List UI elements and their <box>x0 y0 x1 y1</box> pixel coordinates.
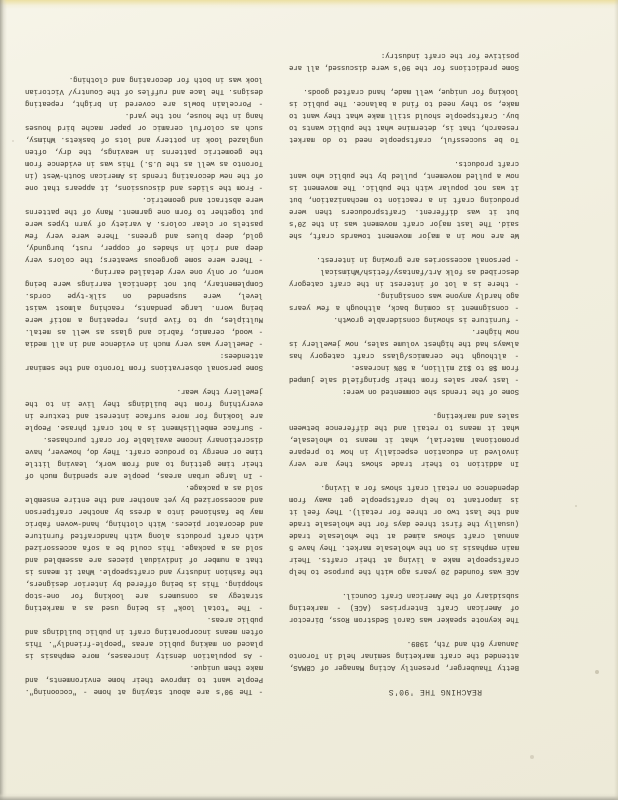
trend-item-accessories: - personal accessories are growing in interest. <box>316 255 519 263</box>
observation-sweaters: - There were some gorgeous sweaters; the colors very deep and rich in shades of copper, rust, burgundy, gold, deep blues and greens. There were very few pastels or clear colors. A variety of yarn types were put together to form one garment. Many of the patterns were abstract and geometric. <box>25 195 263 263</box>
observation-southwest: - From the slides and discussions, it appears that one of the new decorating trends is American South-West (in Toronto as well as the U.S.) This was in evidence from the geometric patterns in weavings, the dry, often unglazed look in pottery and lots of baskets. Whimsy, such as colorful ceramic or paper mache bird houses hang in the house, not the yard. <box>25 111 263 191</box>
prediction-people-friendly: - As population density increases, more emphasis is placed on making public areas "people-friendly". This often means incorporating craft in public buildings and public areas. <box>25 615 263 659</box>
paragraph-ace-founding: ACE was founded 20 years ago with the purpose to help craftspeople make a living at their crafts. Their main emphasis is on the wholesale market. They have 5 annual craft shows aimed at the wholesale trade (usually the first three days for the wholesale trade and the last two or three for retail). They feel it is important to help craftspeople get away from dependence on retail craft shows for a living. <box>289 483 519 575</box>
prediction-surface-embellishment: - Surface embellishment is a hot craft phrase. People are looking for more surface interest and texture in everything from the buildings they live in to the jewellery they wear. <box>25 387 263 431</box>
trend-item-sales: - last year sales from their Springfield sale jumped from $8 to $12 million, a 50% increase. <box>289 363 519 383</box>
paragraph-predictions-intro: Some predictions for the 90's were discussed, all are positive for the craft industry: <box>289 51 519 71</box>
prediction-total-look: - The "total look" is being used as a marketing strategy as consumers are looking for one-stop shopping. This is being offered by interior designers, the fashion industry and craftspeople. What it means is that a number of individual pieces are assembled and sold as a package. This could be a sofa accessorized with craft products along with handcrafted furniture and decorator pieces. With clothing, hand-woven fabric may be fashioned into a dress by another craftperson and accessorized by yet another and the entire ensemble sold as a package. <box>25 483 263 611</box>
scan-edge-right <box>614 0 618 800</box>
page-title: REACHING THE '90'S <box>388 687 482 696</box>
scan-edge-top <box>0 0 618 9</box>
observation-jewellery: - Jewellery was very much in evidence and in all media - wood, ceramic, fabric and glass as well as metal. Multiples, up to five pins, repeating a motif were being worn. Large pendants, reaching almost waist level, were suspended on silk-type cords. Complementary, but not identical earrings were being worn, or only one very detailed earring. <box>25 267 263 347</box>
prediction-urban-areas: - In large urban areas, people are spending much of their time getting to and from work, leaving little time or energy to produce craft. They do, however, have discretionary income available for craft purchases. <box>25 435 263 479</box>
trend-item-jewellery: - although the ceramics/glass craft category has always had the highest volume sales, now jewellery is now higher. <box>289 327 519 359</box>
paragraph-market-research: To be successful, craftspeople need to do market research, that is, determine what the public wants to buy. Craftspeople should still make what they want to make, so they need to find a balance. The public is looking for unique, well made, hand crafted goods. <box>289 87 519 143</box>
trend-item-folk-art: - there is a lot of interest in the craft category described as folk Art/fantasy/fetish/Whimsical <box>289 267 519 287</box>
scan-edge-bottom <box>0 793 618 800</box>
trend-item-furniture: - furniture is showing considerable growth. <box>333 315 519 323</box>
column-right <box>25 49 263 697</box>
scan-edge-left <box>0 0 7 800</box>
paragraph-education: In addition to their trade shows they are very involved in education especially in how to prepare promotional material, what it means to wholesale, what it means to retail and the difference between sales and marketing. <box>289 411 519 467</box>
prediction-cocooning: - The 90's are about staying at home - "cocooning". People want to improve their home environments, and make them unique. <box>25 663 263 695</box>
trend-item-consignment: - consignment is coming back, although a few years ago hardly anyone was consigning. <box>289 291 519 311</box>
observation-porcelain: - Porcelain bowls are covered in bright, repeating designs. The lace and ruffles of the Country/ Victorian look was in both for decorating and clothing. <box>25 75 263 107</box>
trends-intro: Some of the trends she commented on were: <box>342 387 519 395</box>
paper-specks <box>0 0 2 2</box>
two-column-text-block <box>25 49 519 697</box>
paragraph-attendee: Betty Thauberger, presently Acting Manager of CBMAS, attended the craft marketing seminar held in Toronto January 6th and 7th, 1989. <box>289 639 519 671</box>
paragraph-movement: We are now in a major movement towards craft, she said. The last major craft movement was in the 20's but it was different. Craftsproducers then were producing craft in a reaction to mechanization, but it was not popular with the public. The movement is now a pulled movement, pulled by the public who want craft products. <box>289 159 519 239</box>
paragraph-keynote-speaker: The keynote speaker was Carol Sedstrom Ross, Director of American Craft Enterprises (ACE) - marketing subsidiary of the American Craft Council. <box>289 591 519 623</box>
observations-intro: Some personal observations from Toronto and the seminar attendees: <box>25 351 263 371</box>
column-left <box>289 49 519 697</box>
